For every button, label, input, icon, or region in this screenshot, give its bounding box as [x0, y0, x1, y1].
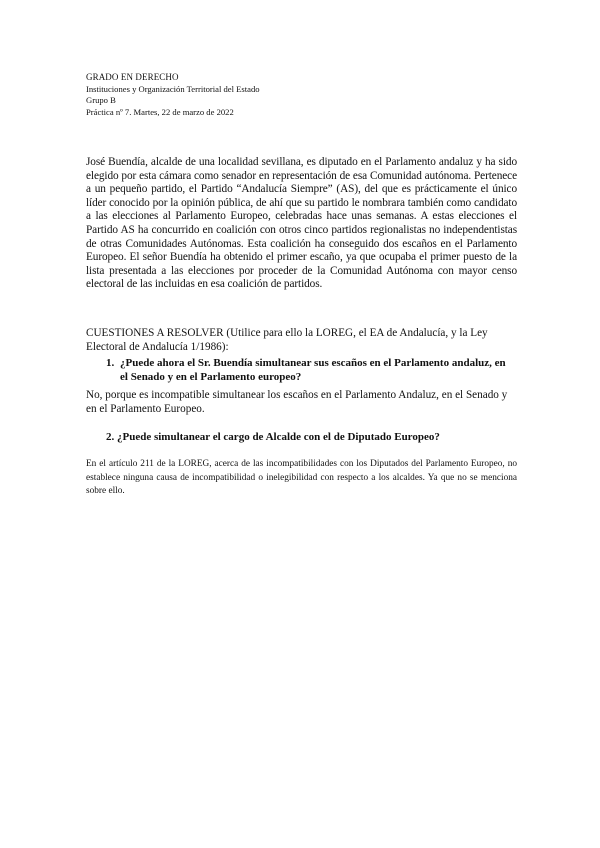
document-header [86, 72, 526, 118]
answer-1: No, porque es incompatible simultanear los escaños en el Parlamento Andaluz, en el Senado y en el Parlamento Europeo. [86, 389, 508, 415]
answer-2: En el artículo 211 de la LOREG, acerca de las incompatibilidades con los Diputados del Parlamento Europeo, no establece ninguna causa de incompatibilidad o inelegibilidad con respecto a los alcaldes. Ya que no se menciona sobre ello. [86, 459, 517, 497]
questions-intro: CUESTIONES A RESOLVER (Utilice para ello la LOREG, el EA de Andalucía, y la Ley Electoral de Andalucía 1/1986): [86, 327, 488, 353]
header-degree: GRADO EN DERECHO [86, 72, 179, 82]
header-subject: Instituciones y Organización Territorial del Estado [86, 83, 260, 94]
header-practice-date: Práctica nº 7. Martes, 22 de marzo de 2022 [86, 106, 234, 117]
header-group: Grupo B [86, 95, 116, 106]
question-1-text: ¿Puede ahora el Sr. Buendía simultanear sus escaños en el Parlamento andaluz, en el Senado y en el Parlamento europeo? [120, 357, 506, 383]
question-1-number: 1. [106, 357, 115, 369]
case-statement: José Buendía, alcalde de una localidad sevillana, es diputado en el Parlamento andaluz y ha sido elegido por esta cámara como senador en representación de esa Comunidad autónoma. Pertenece a un pequeño partido, el Partido “Andalucía Siempre” (AS), del que es prácticamente el único líder conocido por la opinión pública, de ahí que su partido le nombrara también como candidato a las elecciones al Parlamento Europeo, celebradas hace unas semanas. A estas elecciones el Partido AS ha concurrido en coalición con otros cinco partidos regionalistas no independentistas de otras Comunidades Autónomas. Esta coalición ha conseguido dos escaños en el Parlamento Europeo. El señor Buendía ha obtenido el primer escaño, ya que ocupaba el primer puesto de la lista presentada a las elecciones por proceder de la Comunidad Autónoma con mayor censo electoral de las incluidas en esa coalición de partidos. [86, 156, 517, 291]
question-1 [106, 357, 506, 384]
question-2: 2. ¿Puede simultanear el cargo de Alcalde con el de Diputado Europeo? [106, 431, 440, 443]
